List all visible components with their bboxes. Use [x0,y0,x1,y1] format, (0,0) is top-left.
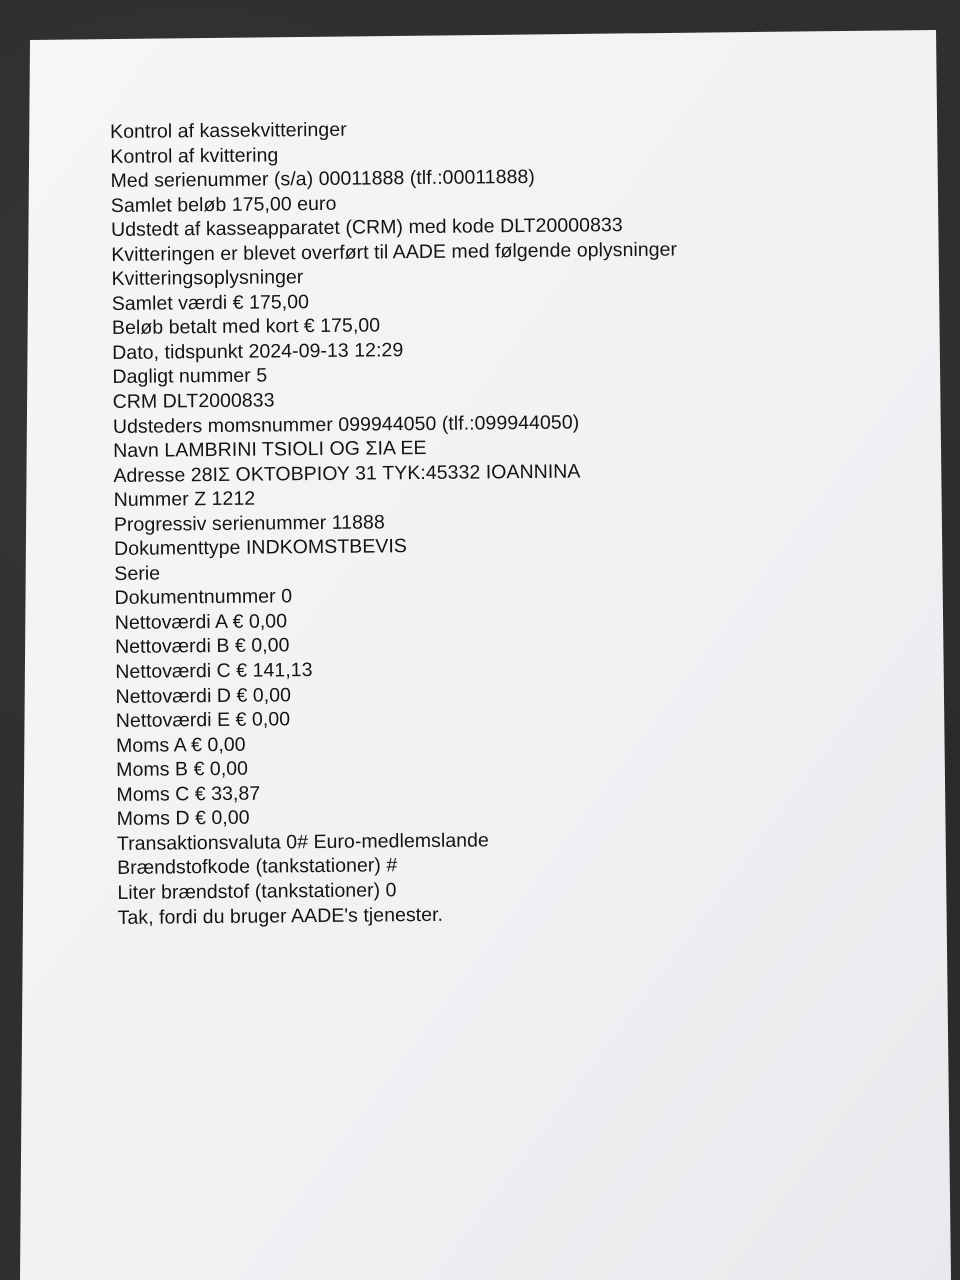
receipt-line: Transaktionsvaluta 0# Euro-medlemslande [116,829,489,855]
receipt-line: Nettoværdi E € 0,00 [115,708,291,733]
receipt-line: Dokumenttype INDKOMSTBEVIS [114,535,408,561]
receipt-line: Moms D € 0,00 [116,807,250,831]
receipt-line: Samlet beløb 175,00 euro [110,192,337,217]
receipt-line: Serie [114,562,161,585]
receipt-text [110,113,818,930]
receipt-line: Kontrol af kassekvitteringer [110,118,347,143]
receipt-line: Adresse 28IΣ ΟΚΤΟΒΡΙΟΥ 31 TYK:45332 IOANNINA [113,460,581,487]
receipt-line: Progressiv serienummer 11888 [113,511,385,536]
receipt-line: Dato, tidspunkt 2024-09-13 12:29 [112,339,404,364]
receipt-line: Moms C € 33,87 [116,782,261,806]
receipt-line: Nettoværdi C € 141,13 [115,659,313,684]
receipt-line: Kvitteringsoplysninger [111,266,304,291]
receipt-line: Dagligt nummer 5 [112,364,268,389]
receipt-line: Samlet værdi € 175,00 [111,290,310,315]
receipt-line: Kvitteringen er blevet overført til AADE med følgende oplysninger [111,238,678,266]
receipt-line: Udsteders momsnummer 099944050 (tlf.:099944050) [112,411,580,438]
receipt-line: Nettoværdi D € 0,00 [115,683,292,708]
receipt-line: Brændstofkode (tankstationer) # [117,854,398,880]
receipt-line: Dokumentnummer 0 [114,585,293,610]
receipt-line: CRM DLT2000833 [112,389,275,414]
receipt-line: Moms A € 0,00 [115,733,246,757]
receipt-line: Nettoværdi B € 0,00 [114,634,290,659]
receipt-line: Med serienummer (s/a) 00011888 (tlf.:00011888) [110,166,535,193]
receipt-line: Kontrol af kvittering [110,143,279,168]
receipt-line: Navn LAMBRINI TSIOLI OG ΣΙΑ EE [113,437,427,463]
receipt-line: Beløb betalt med kort € 175,00 [111,314,381,340]
receipt-line: Nettoværdi A € 0,00 [114,610,288,634]
receipt-line: Tak, fordi du bruger AADE's tjenester. [117,903,444,929]
receipt-line: Nummer Z 1212 [113,487,256,512]
receipt-line: Udstedt af kasseapparatet (CRM) med kode DLT20000833 [110,214,623,242]
receipt-line: Liter brændstof (tankstationer) 0 [117,879,397,904]
receipt-line: Moms B € 0,00 [116,757,249,782]
